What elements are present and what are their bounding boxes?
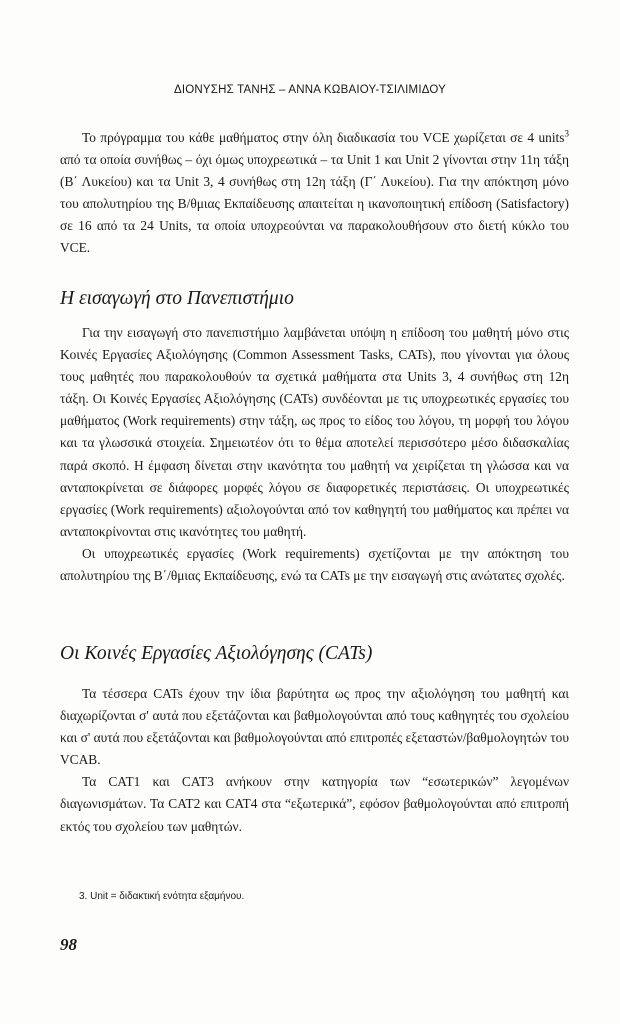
- intro-text-start: Το πρόγραμμα του κάθε μαθήματος στην όλη διαδικασία του VCE χωρίζεται σε 4 units: [82, 130, 565, 145]
- section-body-university-entry: [60, 322, 569, 587]
- footnote: 3. Unit = διδακτική ενότητα εξαμήνου.: [79, 891, 245, 902]
- intro-text-rest: από τα οποία συνήθως – όχι όμως υποχρεωτικά – τα Unit 1 και Unit 2 γίνονται στην 11η τάξη (Β΄ Λυκείου) και τα Unit 3, 4 συνήθως στη 12η τάξη (Γ΄ Λυκείου). Για την απόκτηση μόνο του απολυτηρίου της Β/θμιας Εκπαίδευσης απαιτείται η ικανοποιητική επίδοση (Satisfactory) σε 16 από τα 24 Units, τα οποία υποχρεούνται να παρακολουθήσουν στο διετή κύκλο του VCE.: [60, 152, 569, 256]
- intro-paragraph: [60, 127, 569, 260]
- page-number: 98: [60, 935, 77, 954]
- running-head: ΔΙΟΝΥΣΗΣ ΤΑΝΗΣ – ΑΝΝΑ ΚΩΒΑΙΟΥ-ΤΣΙΛΙΜΙΔΟΥ: [173, 84, 447, 96]
- paragraph: Οι υποχρεωτικές εργασίες (Work requirements) σχετίζονται με την απόκτηση του απολυτηρίου της Β΄/θμιας Εκπαίδευσης, ενώ τα CATs με την εισαγωγή στις ανώτατες σχολές.: [60, 545, 569, 584]
- section-heading-university-entry: Η εισαγωγή στο Πανεπιστήμιο: [60, 288, 294, 309]
- paragraph: Τα τέσσερα CATs έχουν την ίδια βαρύτητα ως προς την αξιολόγηση του μαθητή και διαχωρίζονται σ' αυτά που εξετάζονται και βαθμολογούνται από τους καθηγητές του σχολείου και σ' αυτά που εξετάζονται και βαθμολογούνται από επιτροπές εξεταστών/βαθμολογητών του VCAB.: [60, 686, 569, 768]
- section-body-cats: [60, 683, 569, 838]
- paragraph: Για την εισαγωγή στο πανεπιστήμιο λαμβάνεται υπόψη η επίδοση του μαθητή μόνο στις Κοινές Εργασίες Αξιολόγησης (Common Assessment Tasks, CATs), που γίνονται για όλους τους μαθητές που παρακολουθούν τα σχετικά μαθήματα στα Units 3, 4 συνήθως στη 12η τάξη. Οι Κοινές Εργασίες Αξιολόγησης (CATs) συνδέονται με τις υποχρεωτικές εργασίες του μαθήματος (Work requirements) στην τάξη, ως προς το είδος του λόγου, τη μορφή του λόγου και τα γλωσσικά στοιχεία. Σημειωτέον ότι το θέμα αποτελεί περισσότερο μέσο διδασκαλίας παρά σκοπό. Η έμφαση δίνεται στην ικανότητα του μαθητή να χειρίζεται τη γλώσσα και να ανταποκρίνεται σε διάφορες μορφές λόγου σε διαφορετικές περιστάσεις. Οι υποχρεωτικές εργασίες (Work requirements) αξιολογούνται από τον καθηγητή του μαθήματος και πρέπει να ανταποκρίνονται στις ικανότητες του μαθητή.: [60, 325, 569, 539]
- section-heading-cats: Οι Κοινές Εργασίες Αξιολόγησης (CATs): [60, 643, 373, 664]
- paragraph: Τα CAT1 και CAT3 ανήκουν στην κατηγορία των “εσωτερικών” λεγομένων διαγωνισμάτων. Τα CAT2 και CAT4 στα “εξωτερικά”, εφόσον βαθμολογούνται από επιτροπή εκτός του σχολείου των μαθητών.: [60, 774, 569, 834]
- intro-text: [60, 127, 569, 260]
- footnote-ref: 3: [564, 128, 569, 139]
